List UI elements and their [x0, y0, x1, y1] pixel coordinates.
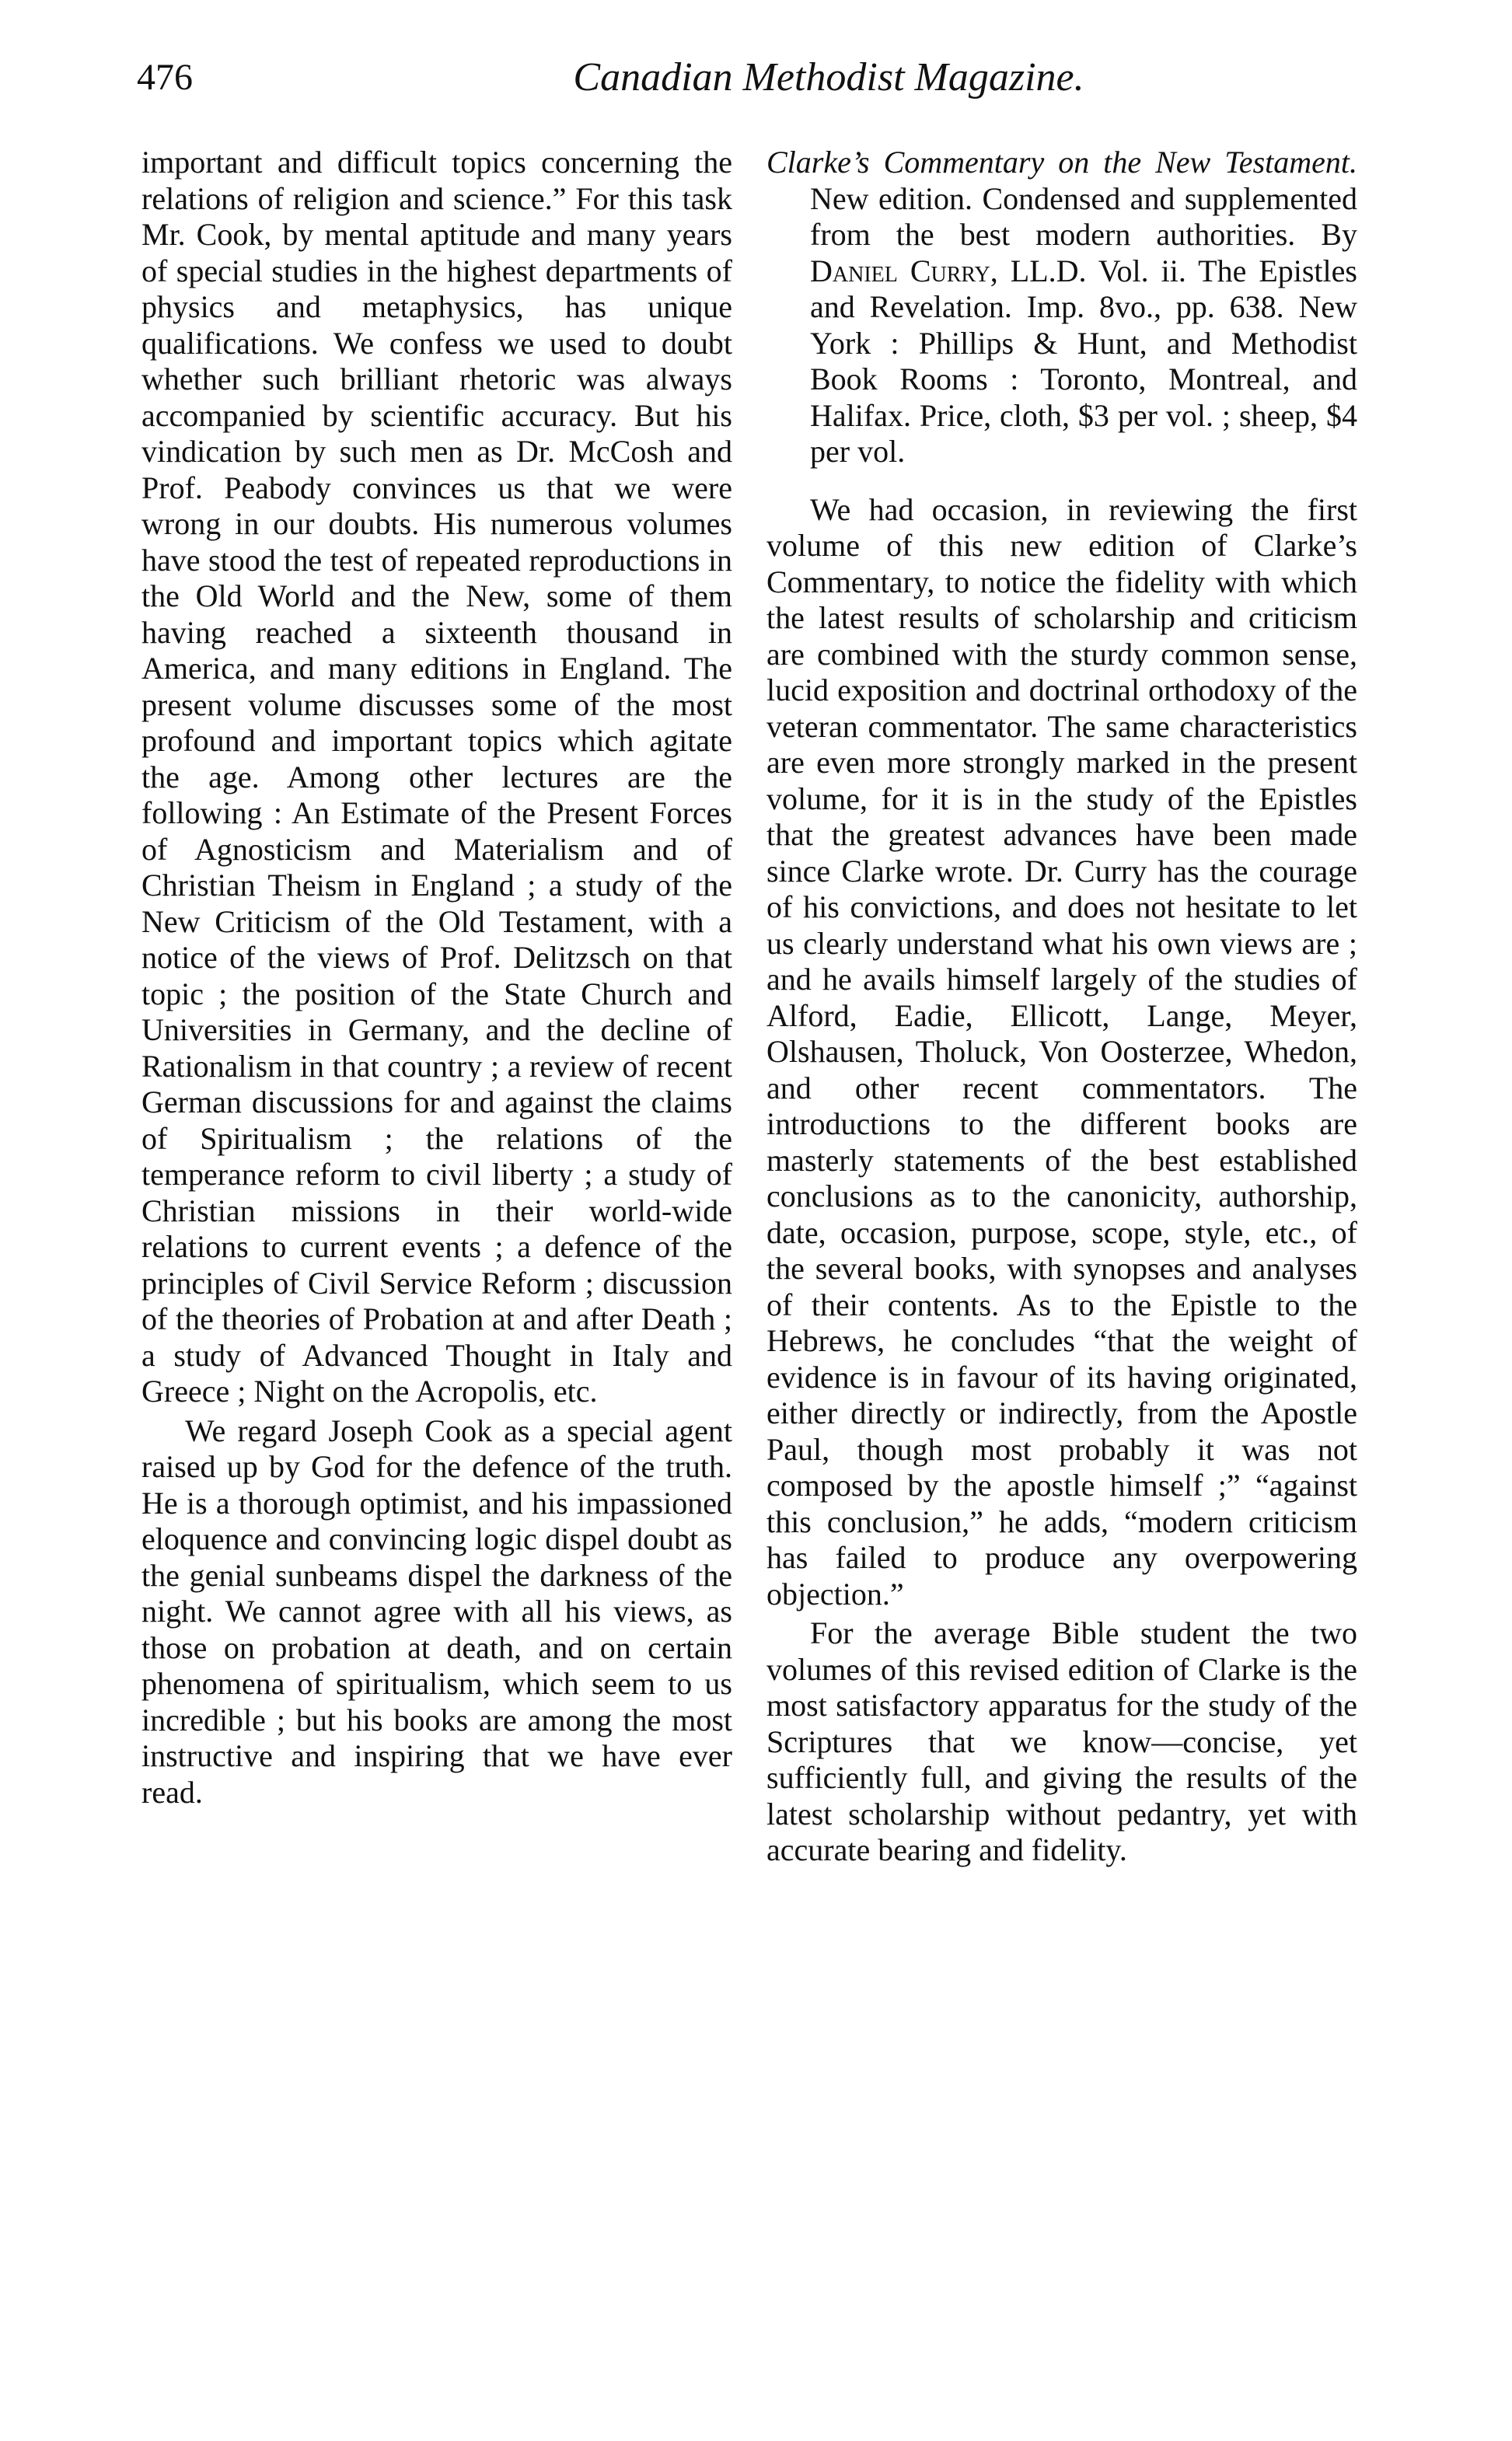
page-header [137, 54, 1373, 109]
page-number: 476 [137, 57, 193, 98]
book-entry-details-2: Vol. ii. The Epistles and Revelation. Imp. 8vo., pp. 638. New York : Phillips & Hunt, and Methodist Book Rooms : Toronto, Montreal, and Halifax. Price, cloth, $3 per vol. ; sheep, $4 per vol. [810, 253, 1357, 469]
book-entry-details-1: New edition. Condensed and supplemented from the best modern authorities. By [810, 180, 1357, 252]
book-entry-title: Clarke’s Commentary on the New Testament. [766, 145, 1357, 180]
left-column [141, 145, 732, 1811]
book-entry [766, 145, 1357, 470]
right-paragraph-2: For the average Bible student the two volumes of this revised edition of Clarke is the most satisfactory apparatus for the study of the Scriptures that we know—concise, yet sufficiently full, and giving the results of the latest scholarship without pedantry, yet with accurate bearing and fidelity. [766, 1615, 1357, 1867]
running-title: Canadian Methodist Magazine. [573, 55, 1084, 100]
book-entry-author: Daniel Curry, LL.D. [810, 253, 1087, 288]
left-paragraph-1: important and difficult topics concerning the relations of religion and science.” For this task Mr. Cook, by mental aptitude and many years of special studies in the highest departments of physics and metaphysics, has unique qualifications. We confess we used to doubt whether such brilliant rhetoric was always accompanied by scientific accuracy. But his vindication by such men as Dr. McCosh and Prof. Peabody convinces us that we were wrong in our doubts. His numerous volumes have stood the test of repeated reproductions in the Old World and the New, some of them having reached a sixteenth thousand in America, and many editions in England. The present volume discusses some of the most profound and important topics which agitate the age. Among other lectures are the following : An Estimate of the Present Forces of Agnosticism and Materialism and of Christian Theism in England ; a study of the New Criticism of the Old Testament, with a notice of the views of Prof. Delitzsch on that topic ; the position of the State Church and Universities in Germany, and the decline of Rationalism in that country ; a review of recent German discussions for and against the claims of Spiritualism ; the relations of the temperance reform to civil liberty ; a study of Christian missions in their world-wide relations to current events ; a defence of the principles of Civil Service Reform ; discussion of the theories of Probation at and after Death ; a study of Advanced Thought in Italy and Greece ; Night on the Acropolis, etc. [141, 145, 732, 1409]
right-paragraph-1: We had occasion, in reviewing the first volume of this new edition of Clarke’s Commentary, to notice the fidelity with which the latest results of scholarship and criticism are combined with the sturdy common sense, lucid exposition and doctrinal orthodoxy of the veteran commentator. The same characteristics are even more strongly marked in the present volume, for it is in the study of the Epistles that the greatest advances have been made since Clarke wrote. Dr. Curry has the courage of his convictions, and does not hesitate to let us clearly understand what his own views are ; and he avails himself largely of the studies of Alford, Eadie, Ellicott, Lange, Meyer, Olshausen, Tholuck, Von Oosterzee, Whedon, and other recent commentators. The introductions to the different books are masterly statements of the best established conclusions as to the canonicity, authorship, date, occasion, purpose, scope, style, etc., of the several books, with synopses and analyses of their contents. As to the Epistle to the Hebrews, he concludes “that the weight of evidence is in favour of its having originated, either directly or indirectly, from the Apostle Paul, though most probably it was not composed by the apostle himself ;” “against this conclusion,” he adds, “modern criticism has failed to produce any overpowering objection.” [766, 491, 1357, 1612]
right-column [766, 145, 1357, 1869]
left-paragraph-2: We regard Joseph Cook as a special agent raised up by God for the defence of the truth. He is a thorough optimist, and his impassioned eloquence and convincing logic dispel doubt as the genial sunbeams dispel the darkness of the night. We cannot agree with all his views, as those on probation at death, and on certain phenomena of spiritualism, which seem to us incredible ; but his books are among the most instructive and inspiring that we have ever read. [141, 1413, 732, 1810]
